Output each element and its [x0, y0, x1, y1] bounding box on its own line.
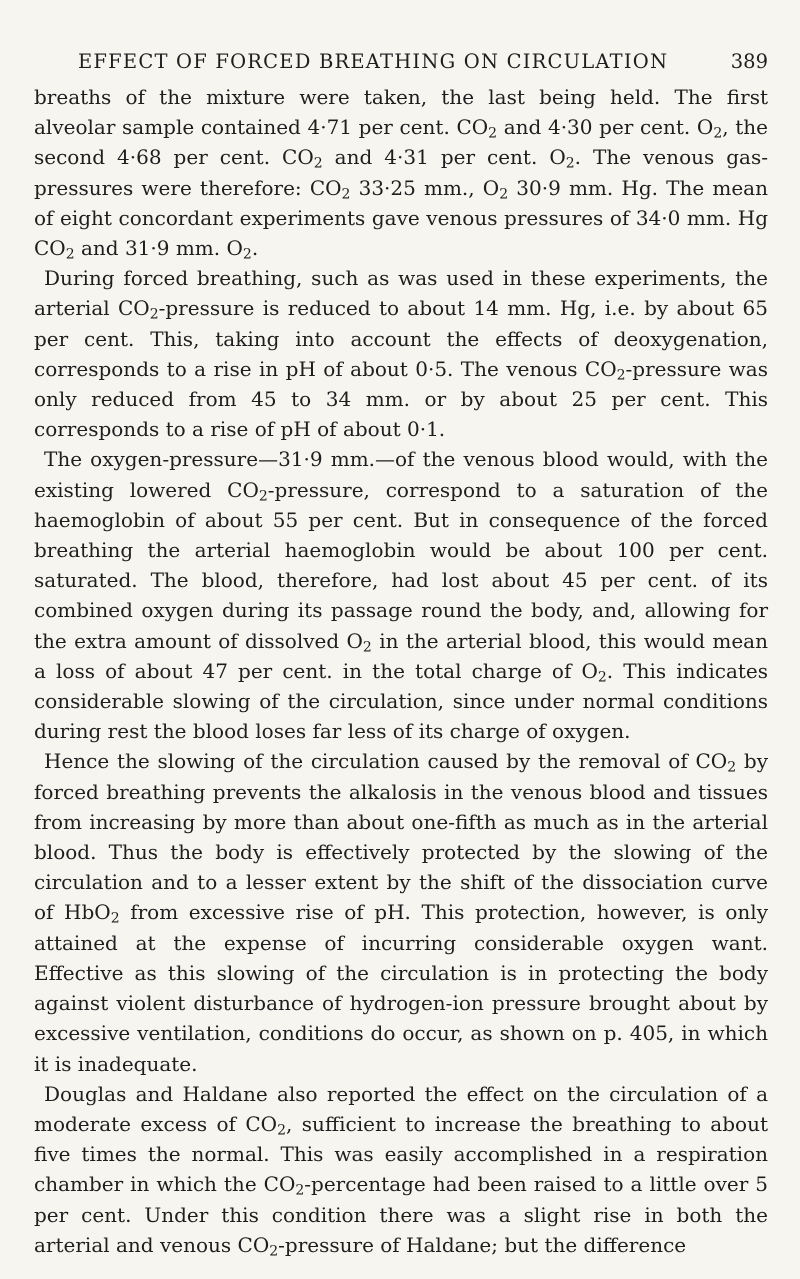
paragraph-text: -percentage had been raised to a little over 5 per cent. Under this condition there was a slight rise in both the arterial and venous CO [34, 1172, 768, 1257]
subscript: 2 [616, 367, 626, 384]
subscript: 2 [499, 186, 509, 203]
subscript: 2 [565, 155, 575, 172]
subscript: 2 [269, 1243, 279, 1260]
paragraph-text: . The venous gas-pressures were therefore: CO [34, 145, 768, 200]
paragraph-text: and 4·31 per cent. O [322, 145, 566, 170]
paragraph [34, 444, 768, 746]
paragraph-text: from excessive rise of pH. This protection, however, is only attained at the expense of incurring considerable oxygen want. Effective as this slowing of the circulation is in protecting the body against violent disturbance of hydrogen-ion pressure brought about by excessive ventilation, conditions do occur, as shown on p. 405, in which it is inadequate. [34, 900, 768, 1076]
paragraph [34, 82, 768, 263]
subscript: 2 [597, 669, 607, 686]
subscript: 2 [341, 186, 351, 203]
subscript: 2 [149, 306, 159, 323]
paragraph-text: breaths of the mixture were taken, the last being held. The first alveolar sample contained 4·71 per cent. CO [34, 85, 768, 140]
paragraph-text: , the second 4·68 per cent. CO [34, 115, 769, 170]
subscript: 2 [258, 488, 268, 505]
paragraph-text: . [251, 236, 259, 261]
paragraph [34, 263, 768, 444]
book-page [34, 50, 768, 1260]
subscript: 2 [713, 125, 723, 142]
subscript: 2 [727, 759, 737, 776]
paragraph-text: -pressure of Haldane; but the difference [278, 1232, 687, 1257]
subscript: 2 [110, 910, 120, 927]
paragraph-text: -pressure, correspond to a saturation of the haemoglobin of about 55 per cent. But in consequence of the forced breathing the arterial haemoglobin would be about 100 per cent. saturated. The blood, therefore, had lost about 45 per cent. of its combined oxygen during its passage round the body, and, allowing for the extra amount of dissolved O [34, 477, 768, 653]
subscript: 2 [277, 1122, 286, 1139]
subscript: 2 [295, 1182, 305, 1199]
subscript: 2 [242, 246, 252, 263]
subscript: 2 [313, 155, 323, 172]
paragraph [34, 1079, 768, 1260]
paragraph [34, 746, 768, 1078]
subscript: 2 [65, 246, 75, 263]
paragraph-text: Hence the slowing of the circulation caused by the removal of CO [44, 749, 728, 774]
paragraph-text: by forced breathing prevents the alkalosis in the venous blood and tissues from increasing by more than about one-fifth as much as in the arterial blood. Thus the body is effectively protected by the slowing of the circulation and to a lesser extent by the shift of the dissociation curve of HbO [34, 749, 768, 925]
paragraph-text: During forced breathing, such as was used in these experiments, the arterial CO [34, 266, 768, 321]
paragraph-text: -pressure is reduced to about 14 mm. Hg, i.e. by about 65 per cent. This, taking into account the effects of deoxygenation, corresponds to a rise in pH of about 0·5. The venous CO [34, 296, 768, 381]
body-text [34, 82, 768, 1260]
paragraph-text: 30·9 mm. Hg. The mean of eight concordant experiments gave venous pressures of 34·0 mm. Hg CO [34, 175, 768, 261]
paragraph-text: 33·25 mm., O [350, 175, 500, 200]
paragraph-text: The oxygen-pressure—31·9 mm.—of the venous blood would, with the existing lowered CO [34, 447, 768, 502]
paragraph-text: Douglas and Haldane also reported the effect on the circulation of a moderate excess of CO [34, 1081, 768, 1136]
running-header [78, 50, 768, 73]
paragraph-text: and 31·9 mm. O [74, 236, 243, 261]
paragraph-text: and 4·30 per cent. O [497, 115, 714, 140]
subscript: 2 [362, 639, 372, 656]
paragraph-text: -pressure was only reduced from 45 to 34 mm. or by about 25 per cent. This corresponds to a rise of pH of about 0·1. [34, 356, 768, 442]
paragraph-text: , sufficient to increase the breathing to about five times the normal. This was easily accomplished in a respiration chamber in which the CO [34, 1111, 768, 1197]
paragraph-text: . This indicates considerable slowing of the circulation, since under normal conditions during rest the blood loses far less of its charge of oxygen. [34, 658, 769, 744]
page-number: 389 [730, 50, 768, 73]
paragraph-text: in the arterial blood, this would mean a loss of about 47 per cent. in the total charge of O [34, 628, 768, 683]
subscript: 2 [488, 125, 498, 142]
running-title: EFFECT OF FORCED BREATHING ON CIRCULATION [78, 50, 669, 73]
